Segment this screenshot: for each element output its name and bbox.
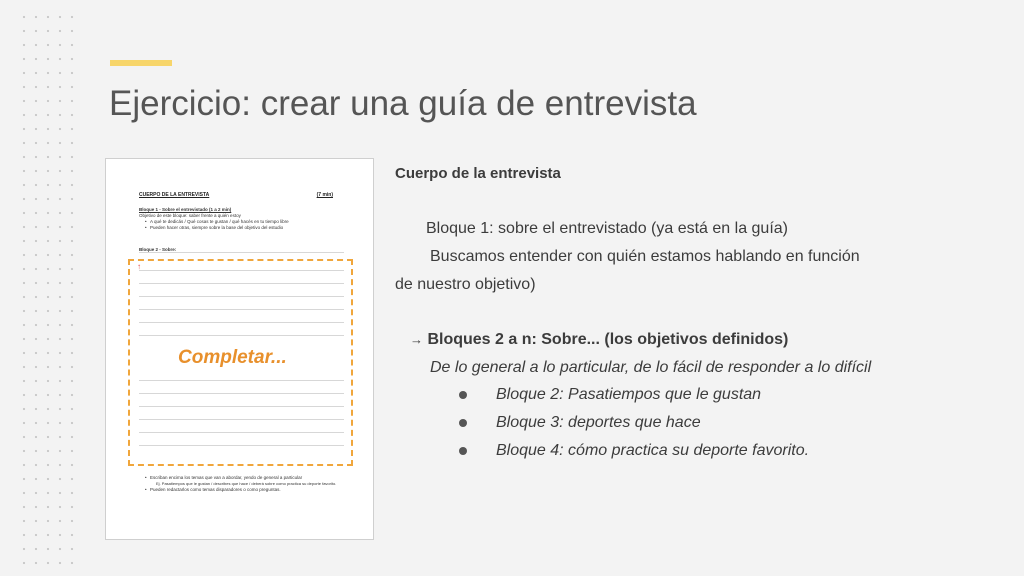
cursor-marker-icon: ↑ <box>137 262 141 271</box>
slide-title: Ejercicio: crear una guía de entrevista <box>109 84 697 123</box>
completar-stamp: Completar... <box>178 347 287 368</box>
doc-block1-title: Bloque 1 - Sobre el entrevistado (1 a 2 min) <box>139 207 232 212</box>
doc-block1-line: • Pueden hacer otras, siempre sobre la base del objetivo del estudio <box>150 225 283 230</box>
doc-rule <box>139 252 344 253</box>
bullet-icon <box>459 391 467 399</box>
title-accent-bar <box>110 60 172 66</box>
doc-footer-line: • Escriban encima los temas que van a abordar, yendo de general a particular <box>150 475 302 480</box>
content-heading: Cuerpo de la entrevista <box>395 165 561 182</box>
arrow-right-icon: → <box>410 332 423 347</box>
bullet-item: Bloque 2: Pasatiempos que le gustan <box>496 386 762 403</box>
doc-heading: CUERPO DE LA ENTREVISTA <box>139 192 210 198</box>
doc-block1-line: • A qué te dedicás / Qué cosas te gustan / qué hacés en tu tiempo libre <box>150 219 289 224</box>
bullet-icon <box>459 419 467 427</box>
bullet-item: Bloque 3: deportes que hace <box>496 414 701 431</box>
dot-pattern-decoration <box>18 10 78 566</box>
doc-block2-title: Bloque 2 - Sobre: <box>139 247 177 252</box>
bullet-item: Bloque 4: cómo practica su deporte favorito. <box>496 442 810 459</box>
doc-duration: (7 min) <box>316 192 333 198</box>
block1-description-cont: de nuestro objetivo) <box>395 276 536 293</box>
document-thumbnail <box>105 158 374 540</box>
blocks-heading-row <box>410 331 788 349</box>
doc-footer-line: • Pueden redactarlos como temas disparadores o como preguntas. <box>150 487 281 492</box>
doc-header <box>139 192 333 198</box>
doc-footer-line: Ej. Pasatiempos que le gustan / describes que hace / deberá sobre como practica su deporte favorito. <box>156 481 337 486</box>
block1-description: Buscamos entender con quién estamos hablando en función <box>430 248 860 265</box>
bullet-icon <box>459 447 467 455</box>
blocks-heading: Bloques 2 a n: Sobre... (los objetivos definidos) <box>427 331 789 348</box>
blocks-description: De lo general a lo particular, de lo fácil de responder a lo difícil <box>430 359 872 376</box>
doc-block1-line: Objetivo de este bloque: saber frente a quién estoy <box>139 213 241 218</box>
block1-text: Bloque 1: sobre el entrevistado (ya está en la guía) <box>426 220 788 237</box>
